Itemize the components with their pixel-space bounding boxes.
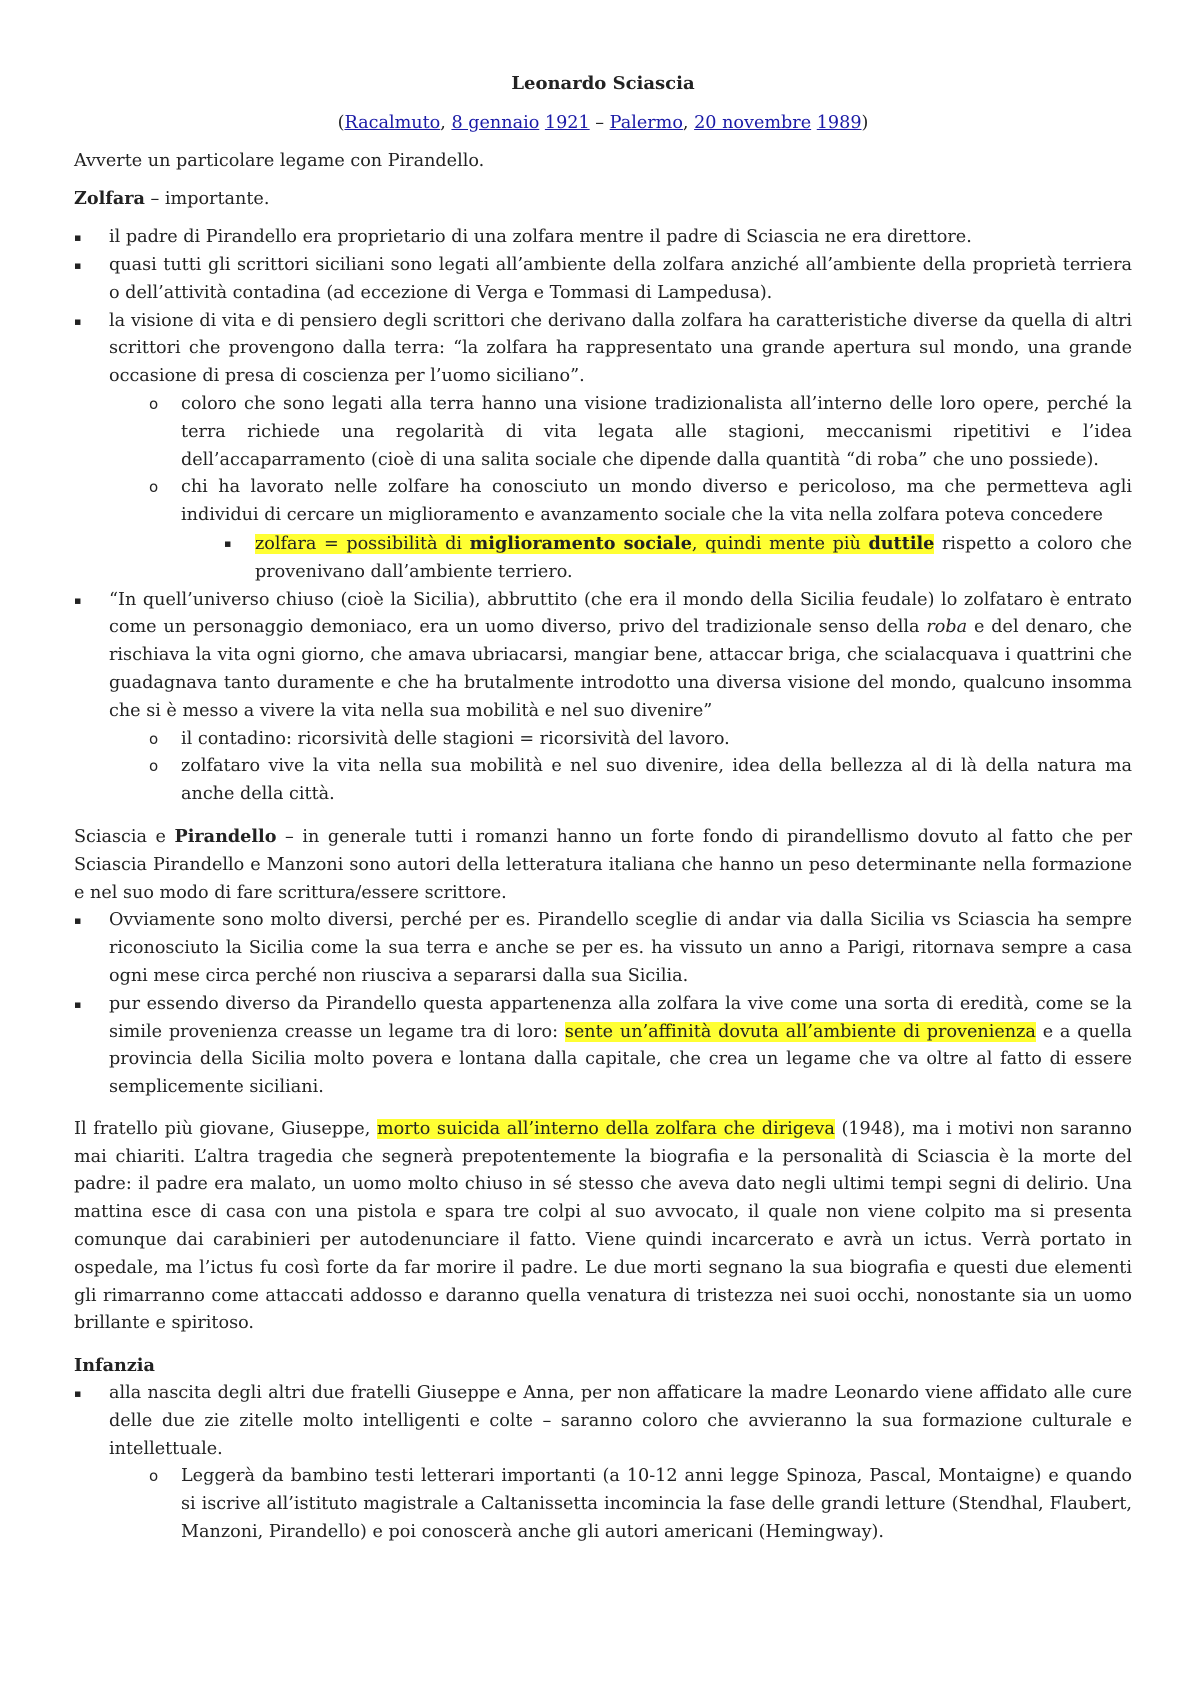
list-item: o Leggerà da bambino testi letterari importanti (a 10-12 anni legge Spinoza, Pascal, Montaigne) e quando si iscrive all’istituto magistrale a Caltanissetta incomincia la fase delle grandi letture (Stendhal, Flaubert, Manzoni, Pirandello) e poi conoscerà anche gli autori americani (Hemingway). — [74, 1463, 1132, 1546]
intro-paragraph: Avverte un particolare legame con Pirandello. — [74, 150, 485, 171]
infanzia-list — [74, 1380, 1132, 1463]
square-bullet-icon: ▪ — [224, 536, 232, 550]
square-bullet-icon: ▪ — [74, 258, 82, 272]
square-bullet-icon: ▪ — [74, 1387, 82, 1401]
fratello-paragraph: Il fratello più giovane, Giuseppe, morto suicida all’interno della zolfara che dirigeva (1948), ma i motivi non saranno mai chiariti. L’altra tragedia che segnerà prepotentemente la biografia e la personalità di Sciascia è la morte del padre: il padre era malato, un uomo molto chiuso in sé stesso che aveva dato negli ultimi tempi segni di delirio. Una mattina esce di casa con una pistola e spara tre colpi al suo avvocato, il quale non viene colpito ma si presenta comunque dai carabinieri per autodenunciare il fatto. Viene quindi incarcerato e avrà un ictus. Verrà portato in ospedale, ma l’ictus fu così forte da far morire il padre. Le due morti segnano la sua biografia e questi due elementi gli rimarranno come attaccati addosso e daranno quella venatura di tristezza nei suoi occhi, nonostante sia un uomo brillante e spiritoso. — [74, 1118, 1132, 1334]
page-title: Leonardo Sciascia — [511, 73, 695, 94]
zolfara-heading: Zolfara – importante. — [74, 188, 270, 210]
list-item: ▪ alla nascita degli altri due fratelli Giuseppe e Anna, per non affaticare la madre Leonardo viene affidato alle cure delle due zie zitelle molto intelligenti e colte – saranno coloro che avvieranno la sua formazione culturale e intellettuale. — [74, 1380, 1132, 1463]
list-item: ▪ la visione di vita e di pensiero degli scrittori che derivano dalla zolfara ha caratteristiche diverse da quella di altri scrittori che provengono dalla terra: “la zolfara ha rappresentato una grande apertura sul mondo, una grande occasione di presa di coscienza per l’uomo siciliano”. — [74, 308, 1132, 391]
life-dates: (Racalmuto, 8 gennaio 1921 – Palermo, 20 novembre 1989) — [337, 112, 869, 133]
pirandello-paragraph: Sciascia e Pirandello – in generale tutti i romanzi hanno un forte fondo di pirandellismo dovuto al fatto che per Sciascia Pirandello e Manzoni sono autori della letteratura italiana che hanno un peso determinante nella formazione e nel suo modo di fare scrittura/essere scrittore. — [74, 825, 1133, 903]
list-item: ▪ “In quell’universo chiuso (cioè la Sicilia), abbruttito (che era il mondo della Sicilia feudale) lo zolfataro è entrato come un personaggio demoniaco, era un uomo diverso, privo del tradizionale senso della roba e del denaro, che rischiava la vita ogni giorno, che amava ubriacarsi, mangiar bene, attaccar briga, che scialacquava i quattrini che guadagnava tanto duramente e che ha brutalmente introdotto una diversa visione del mondo, qualcuno insomma che si è messo a vivere la vita nella sua mobilità e nel suo divenire” — [74, 587, 1132, 726]
circle-bullet-icon: o — [149, 757, 159, 776]
infanzia-heading: Infanzia — [74, 1355, 155, 1377]
circle-bullet-icon: o — [149, 1467, 159, 1486]
link-death-day[interactable]: 20 novembre — [694, 112, 812, 133]
list-item: ▪ pur essendo diverso da Pirandello questa appartenenza alla zolfara la vive come una sorta di eredità, come se la simile provenienza creasse un legame tra di loro: sente un’affinità dovuta all’ambiente di provenienza e a quella provincia della Sicilia molto povera e lontana dalla capitale, che crea un legame che va oltre al fatto di essere semplicemente siciliani. — [74, 991, 1132, 1102]
zolfara-subsublist — [74, 530, 1132, 587]
square-bullet-icon: ▪ — [74, 997, 82, 1011]
link-death-year[interactable]: 1989 — [816, 112, 862, 133]
list-item: o zolfataro vive la vita nella sua mobilità e nel suo divenire, idea della bellezza al di là della natura ma anche della città. — [74, 753, 1132, 809]
list-item: ▪ Ovviamente sono molto diversi, perché per es. Pirandello sceglie di andar via dalla Sicilia vs Sciascia ha sempre riconosciuto la Sicilia come la sua terra e anche se per es. ha vissuto un anno a Parigi, ritornava sempre a casa ogni mese circa perché non riusciva a separarsi dalla sua Sicilia. — [74, 907, 1132, 990]
circle-bullet-icon: o — [149, 394, 159, 413]
circle-bullet-icon: o — [149, 478, 159, 497]
link-racalmuto[interactable]: Racalmuto — [344, 112, 441, 133]
list-item: o coloro che sono legati alla terra hanno una visione tradizionalista all’interno delle loro opere, perché la terra richiede una regolarità di vita legata alle stagioni, meccanismi ripetitivi e l’idea dell’accaparramento (cioè di una salita sociale che dipende dalla quantità “di roba” che uno possiede). — [74, 391, 1132, 474]
square-bullet-icon: ▪ — [74, 314, 82, 328]
list-item: ▪ il padre di Pirandello era proprietario di una zolfara mentre il padre di Sciascia ne era direttore. — [74, 224, 1132, 252]
zolfara-list-continued — [74, 587, 1132, 726]
circle-bullet-icon: o — [149, 729, 159, 748]
list-item: o chi ha lavorato nelle zolfare ha conosciuto un mondo diverso e pericoloso, ma che permetteva agli individui di cercare un miglioramento e avanzamento sociale che la vita nella zolfara poteva concedere — [74, 474, 1132, 530]
square-bullet-icon: ▪ — [74, 914, 82, 928]
infanzia-sublist — [74, 1463, 1132, 1546]
square-bullet-icon: ▪ — [74, 231, 82, 245]
zolfataro-sublist — [74, 726, 1132, 809]
highlighted-text: zolfara = possibilità di miglioramento sociale, quindi mente più duttile — [255, 532, 935, 554]
highlighted-text: morto suicida all’interno della zolfara che dirigeva — [376, 1118, 835, 1139]
link-birth-day[interactable]: 8 gennaio — [451, 112, 540, 133]
link-birth-year[interactable]: 1921 — [544, 112, 590, 133]
link-palermo[interactable]: Palermo — [609, 112, 683, 133]
list-item: ▪ quasi tutti gli scrittori siciliani sono legati all’ambiente della zolfara anziché all’ambiente della proprietà terriera o dell’attività contadina (ad eccezione di Verga e Tommasi di Lampedusa). — [74, 252, 1132, 308]
zolfara-sublist — [74, 391, 1132, 530]
square-bullet-icon: ▪ — [74, 593, 82, 607]
zolfara-list — [74, 224, 1132, 391]
highlighted-text: sente un’affinità dovuta all’ambiente di provenienza — [564, 1021, 1036, 1042]
pirandello-list — [74, 907, 1132, 1102]
list-item: ▪ zolfara = possibilità di miglioramento sociale, quindi mente più duttile rispetto a coloro che provenivano dall’ambiente terriero. — [74, 530, 1132, 587]
list-item: o il contadino: ricorsività delle stagioni = ricorsività del lavoro. — [74, 726, 1132, 754]
